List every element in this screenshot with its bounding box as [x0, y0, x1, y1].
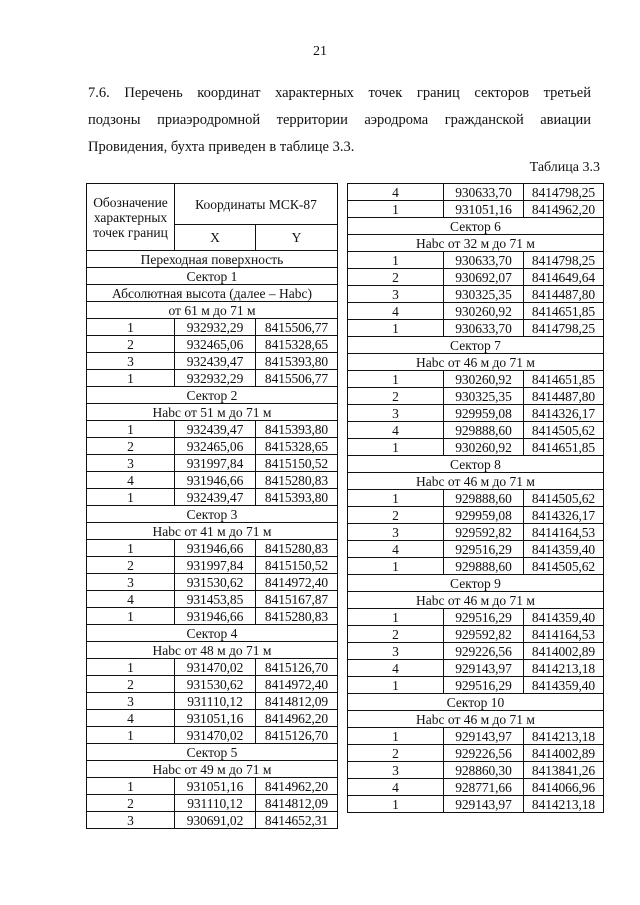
point-number-cell: 3 [87, 353, 175, 370]
point-number-cell: 2 [348, 269, 444, 286]
x-coordinate-cell: 930260,92 [444, 371, 524, 388]
point-number-cell: 2 [87, 795, 175, 812]
point-number-cell: 3 [87, 693, 175, 710]
section-title: Нabc от 51 м до 71 м [87, 404, 338, 421]
y-header: Y [256, 225, 338, 251]
table-row [87, 710, 338, 727]
point-number-cell: 2 [348, 388, 444, 405]
section-title-row [348, 575, 604, 592]
table-row [348, 507, 604, 524]
x-coordinate-cell: 929888,60 [444, 558, 524, 575]
table-row [348, 643, 604, 660]
point-number-cell: 3 [348, 762, 444, 779]
section-title: Нabc от 46 м до 71 м [348, 473, 604, 490]
y-coordinate-cell: 8414651,85 [524, 303, 604, 320]
section-title-row [87, 268, 338, 285]
table-row [348, 609, 604, 626]
section-title-row [348, 235, 604, 252]
y-coordinate-cell: 8414002,89 [524, 745, 604, 762]
table-row [348, 541, 604, 558]
x-coordinate-cell: 929888,60 [444, 490, 524, 507]
y-coordinate-cell: 8414164,53 [524, 524, 604, 541]
point-number-cell: 3 [87, 812, 175, 829]
table-row [87, 319, 338, 336]
point-number-cell: 1 [348, 201, 444, 218]
coords-header: Координаты МСК-87 [175, 184, 338, 225]
table-row [348, 269, 604, 286]
section-title-row [348, 473, 604, 490]
section-title-row [87, 404, 338, 421]
table-row [348, 286, 604, 303]
section-title: Сектор 8 [348, 456, 604, 473]
section-title: от 61 м до 71 м [87, 302, 338, 319]
table-row [87, 489, 338, 506]
y-coordinate-cell: 8415167,87 [256, 591, 338, 608]
table-row [87, 795, 338, 812]
coordinates-table-right [347, 183, 604, 813]
point-number-cell: 1 [87, 421, 175, 438]
section-title: Сектор 6 [348, 218, 604, 235]
x-coordinate-cell: 929959,08 [444, 405, 524, 422]
x-coordinate-cell: 928771,66 [444, 779, 524, 796]
paragraph-line: 7.6. Перечень координат характерных точек границ секторов третьей [88, 85, 591, 101]
table-row [348, 388, 604, 405]
x-coordinate-cell: 931997,84 [175, 557, 256, 574]
x-coordinate-cell: 929516,29 [444, 677, 524, 694]
x-coordinate-cell: 932932,29 [175, 319, 256, 336]
x-coordinate-cell: 932465,06 [175, 438, 256, 455]
point-number-cell: 4 [348, 541, 444, 558]
table-row [348, 201, 604, 218]
point-number-cell: 1 [348, 490, 444, 507]
point-number-cell: 1 [348, 371, 444, 388]
x-coordinate-cell: 931051,16 [444, 201, 524, 218]
point-number-cell: 1 [87, 659, 175, 676]
x-coordinate-cell: 929143,97 [444, 660, 524, 677]
x-coordinate-cell: 932439,47 [175, 489, 256, 506]
y-coordinate-cell: 8414652,31 [256, 812, 338, 829]
y-coordinate-cell: 8414798,25 [524, 320, 604, 337]
point-number-cell: 4 [348, 779, 444, 796]
section-title-row [348, 354, 604, 371]
y-coordinate-cell: 8415393,80 [256, 421, 338, 438]
y-coordinate-cell: 8414505,62 [524, 490, 604, 507]
point-number-cell: 1 [87, 778, 175, 795]
y-coordinate-cell: 8414213,18 [524, 660, 604, 677]
point-number-cell: 1 [348, 558, 444, 575]
y-coordinate-cell: 8414962,20 [256, 778, 338, 795]
x-coordinate-cell: 931110,12 [175, 795, 256, 812]
section-title-row [348, 218, 604, 235]
x-coordinate-cell: 930325,35 [444, 286, 524, 303]
y-coordinate-cell: 8414505,62 [524, 558, 604, 575]
table-row [87, 812, 338, 829]
x-coordinate-cell: 931470,02 [175, 727, 256, 744]
paragraph-line: Провидения, бухта приведен в таблице 3.3. [88, 139, 355, 155]
y-coordinate-cell: 8415280,83 [256, 472, 338, 489]
point-number-cell: 1 [348, 796, 444, 813]
table-row [348, 762, 604, 779]
x-coordinate-cell: 929888,60 [444, 422, 524, 439]
point-number-cell: 1 [348, 252, 444, 269]
x-coordinate-cell: 928860,30 [444, 762, 524, 779]
y-coordinate-cell: 8415150,52 [256, 455, 338, 472]
point-number-cell: 2 [348, 507, 444, 524]
section-title: Нabc от 46 м до 71 м [348, 592, 604, 609]
y-coordinate-cell: 8414798,25 [524, 252, 604, 269]
point-number-cell: 1 [87, 319, 175, 336]
section-title: Сектор 4 [87, 625, 338, 642]
section-title: Сектор 9 [348, 575, 604, 592]
table-row [87, 676, 338, 693]
point-number-cell: 3 [348, 643, 444, 660]
table-row [87, 353, 338, 370]
table-row [348, 405, 604, 422]
y-coordinate-cell: 8414972,40 [256, 574, 338, 591]
point-number-cell: 4 [87, 710, 175, 727]
section-title-row [87, 285, 338, 302]
table-row [348, 677, 604, 694]
paragraph-line: подзоны приаэродромной территории аэродрома гражданской авиации [88, 112, 591, 128]
x-coordinate-cell: 931530,62 [175, 574, 256, 591]
table-row [348, 626, 604, 643]
section-title: Нabc от 46 м до 71 м [348, 711, 604, 728]
y-coordinate-cell: 8414487,80 [524, 388, 604, 405]
x-coordinate-cell: 932932,29 [175, 370, 256, 387]
y-coordinate-cell: 8414962,20 [524, 201, 604, 218]
section-title: Сектор 2 [87, 387, 338, 404]
table-row [348, 558, 604, 575]
point-number-cell: 1 [87, 540, 175, 557]
point-number-cell: 3 [87, 574, 175, 591]
x-coordinate-cell: 931530,62 [175, 676, 256, 693]
y-coordinate-cell: 8415150,52 [256, 557, 338, 574]
section-title-row [348, 592, 604, 609]
table-row [87, 778, 338, 795]
table-row [87, 472, 338, 489]
intro-paragraph [88, 80, 591, 161]
section-title-row [87, 506, 338, 523]
x-coordinate-cell: 931946,66 [175, 540, 256, 557]
x-header: X [175, 225, 256, 251]
point-number-cell: 2 [87, 557, 175, 574]
y-coordinate-cell: 8414812,09 [256, 795, 338, 812]
point-number-cell: 3 [87, 455, 175, 472]
y-coordinate-cell: 8414798,25 [524, 184, 604, 201]
section-title-row [87, 387, 338, 404]
table-row [87, 608, 338, 625]
x-coordinate-cell: 930633,70 [444, 320, 524, 337]
point-number-cell: 1 [348, 728, 444, 745]
table-row [87, 693, 338, 710]
y-coordinate-cell: 8414972,40 [256, 676, 338, 693]
section-title: Сектор 5 [87, 744, 338, 761]
x-coordinate-cell: 932465,06 [175, 336, 256, 353]
x-coordinate-cell: 930692,07 [444, 269, 524, 286]
section-title: Сектор 3 [87, 506, 338, 523]
table-row [348, 184, 604, 201]
point-number-cell: 1 [348, 320, 444, 337]
point-number-cell: 1 [87, 370, 175, 387]
y-coordinate-cell: 8414164,53 [524, 626, 604, 643]
y-coordinate-cell: 8413841,26 [524, 762, 604, 779]
table-header-row [87, 184, 338, 225]
y-coordinate-cell: 8415393,80 [256, 489, 338, 506]
y-coordinate-cell: 8414002,89 [524, 643, 604, 660]
table-row [87, 557, 338, 574]
y-coordinate-cell: 8414359,40 [524, 677, 604, 694]
table-row [348, 371, 604, 388]
y-coordinate-cell: 8415280,83 [256, 608, 338, 625]
point-number-cell: 1 [348, 439, 444, 456]
section-title-row [348, 694, 604, 711]
point-number-cell: 3 [348, 286, 444, 303]
point-number-cell: 3 [348, 405, 444, 422]
table-row [348, 728, 604, 745]
point-number-cell: 1 [348, 677, 444, 694]
point-number-cell: 2 [348, 626, 444, 643]
y-coordinate-cell: 8415126,70 [256, 727, 338, 744]
y-coordinate-cell: 8414213,18 [524, 728, 604, 745]
table-row [348, 422, 604, 439]
x-coordinate-cell: 930260,92 [444, 303, 524, 320]
section-title-row [87, 744, 338, 761]
x-coordinate-cell: 932439,47 [175, 421, 256, 438]
x-coordinate-cell: 930633,70 [444, 252, 524, 269]
coordinates-table-left [86, 183, 338, 829]
table-row [87, 727, 338, 744]
y-coordinate-cell: 8414651,85 [524, 439, 604, 456]
y-coordinate-cell: 8414505,62 [524, 422, 604, 439]
section-title: Сектор 1 [87, 268, 338, 285]
y-coordinate-cell: 8414962,20 [256, 710, 338, 727]
x-coordinate-cell: 930325,35 [444, 388, 524, 405]
y-coordinate-cell: 8415393,80 [256, 353, 338, 370]
section-title-row [348, 337, 604, 354]
section-title-row [87, 251, 338, 268]
section-title: Абсолютная высота (далее – Нabc) [87, 285, 338, 302]
section-title-row [87, 761, 338, 778]
x-coordinate-cell: 931110,12 [175, 693, 256, 710]
x-coordinate-cell: 931051,16 [175, 710, 256, 727]
table-row [87, 438, 338, 455]
section-title: Нabc от 49 м до 71 м [87, 761, 338, 778]
table-row [348, 796, 604, 813]
table-row [348, 252, 604, 269]
table-row [87, 591, 338, 608]
point-number-cell: 2 [87, 438, 175, 455]
point-number-cell: 2 [87, 676, 175, 693]
y-coordinate-cell: 8415506,77 [256, 370, 338, 387]
x-coordinate-cell: 931453,85 [175, 591, 256, 608]
section-title-row [87, 642, 338, 659]
x-coordinate-cell: 929516,29 [444, 609, 524, 626]
x-coordinate-cell: 929516,29 [444, 541, 524, 558]
x-coordinate-cell: 930633,70 [444, 184, 524, 201]
point-number-cell: 1 [87, 727, 175, 744]
designation-header: Обозначение характерных точек границ [87, 184, 175, 251]
point-number-cell: 4 [348, 184, 444, 201]
x-coordinate-cell: 931470,02 [175, 659, 256, 676]
y-coordinate-cell: 8414651,85 [524, 371, 604, 388]
x-coordinate-cell: 929592,82 [444, 524, 524, 541]
section-title: Сектор 7 [348, 337, 604, 354]
x-coordinate-cell: 929143,97 [444, 796, 524, 813]
table-row [348, 320, 604, 337]
table-row [87, 370, 338, 387]
point-number-cell: 4 [87, 472, 175, 489]
x-coordinate-cell: 931997,84 [175, 455, 256, 472]
y-coordinate-cell: 8415280,83 [256, 540, 338, 557]
table-caption: Таблица 3.3 [529, 160, 600, 175]
x-coordinate-cell: 929226,56 [444, 643, 524, 660]
x-coordinate-cell: 931051,16 [175, 778, 256, 795]
section-title: Нabc от 41 м до 71 м [87, 523, 338, 540]
table-row [348, 660, 604, 677]
point-number-cell: 1 [87, 608, 175, 625]
y-coordinate-cell: 8415126,70 [256, 659, 338, 676]
table-row [87, 540, 338, 557]
table-row [348, 779, 604, 796]
point-number-cell: 4 [348, 660, 444, 677]
point-number-cell: 4 [348, 303, 444, 320]
table-row [87, 421, 338, 438]
x-coordinate-cell: 932439,47 [175, 353, 256, 370]
y-coordinate-cell: 8414359,40 [524, 609, 604, 626]
point-number-cell: 1 [348, 609, 444, 626]
table-row [87, 455, 338, 472]
y-coordinate-cell: 8415328,65 [256, 336, 338, 353]
y-coordinate-cell: 8414066,96 [524, 779, 604, 796]
section-title-row [87, 523, 338, 540]
table-row [348, 490, 604, 507]
table-row [348, 524, 604, 541]
section-title: Переходная поверхность [87, 251, 338, 268]
y-coordinate-cell: 8414213,18 [524, 796, 604, 813]
section-title: Нabc от 48 м до 71 м [87, 642, 338, 659]
x-coordinate-cell: 929226,56 [444, 745, 524, 762]
x-coordinate-cell: 929592,82 [444, 626, 524, 643]
table-row [87, 659, 338, 676]
x-coordinate-cell: 930260,92 [444, 439, 524, 456]
point-number-cell: 4 [87, 591, 175, 608]
section-title: Нabc от 32 м до 71 м [348, 235, 604, 252]
x-coordinate-cell: 929143,97 [444, 728, 524, 745]
point-number-cell: 2 [87, 336, 175, 353]
section-title: Нabc от 46 м до 71 м [348, 354, 604, 371]
y-coordinate-cell: 8415328,65 [256, 438, 338, 455]
section-title-row [348, 456, 604, 473]
x-coordinate-cell: 930691,02 [175, 812, 256, 829]
x-coordinate-cell: 929959,08 [444, 507, 524, 524]
y-coordinate-cell: 8414326,17 [524, 405, 604, 422]
y-coordinate-cell: 8414649,64 [524, 269, 604, 286]
point-number-cell: 2 [348, 745, 444, 762]
point-number-cell: 1 [87, 489, 175, 506]
table-row [348, 303, 604, 320]
page-number: 21 [313, 44, 327, 59]
table-row [87, 574, 338, 591]
y-coordinate-cell: 8414812,09 [256, 693, 338, 710]
section-title: Сектор 10 [348, 694, 604, 711]
table-row [348, 439, 604, 456]
y-coordinate-cell: 8414326,17 [524, 507, 604, 524]
y-coordinate-cell: 8414487,80 [524, 286, 604, 303]
x-coordinate-cell: 931946,66 [175, 608, 256, 625]
section-title-row [348, 711, 604, 728]
table-row [87, 336, 338, 353]
point-number-cell: 4 [348, 422, 444, 439]
y-coordinate-cell: 8415506,77 [256, 319, 338, 336]
table-row [348, 745, 604, 762]
point-number-cell: 3 [348, 524, 444, 541]
y-coordinate-cell: 8414359,40 [524, 541, 604, 558]
section-title-row [87, 302, 338, 319]
section-title-row [87, 625, 338, 642]
x-coordinate-cell: 931946,66 [175, 472, 256, 489]
